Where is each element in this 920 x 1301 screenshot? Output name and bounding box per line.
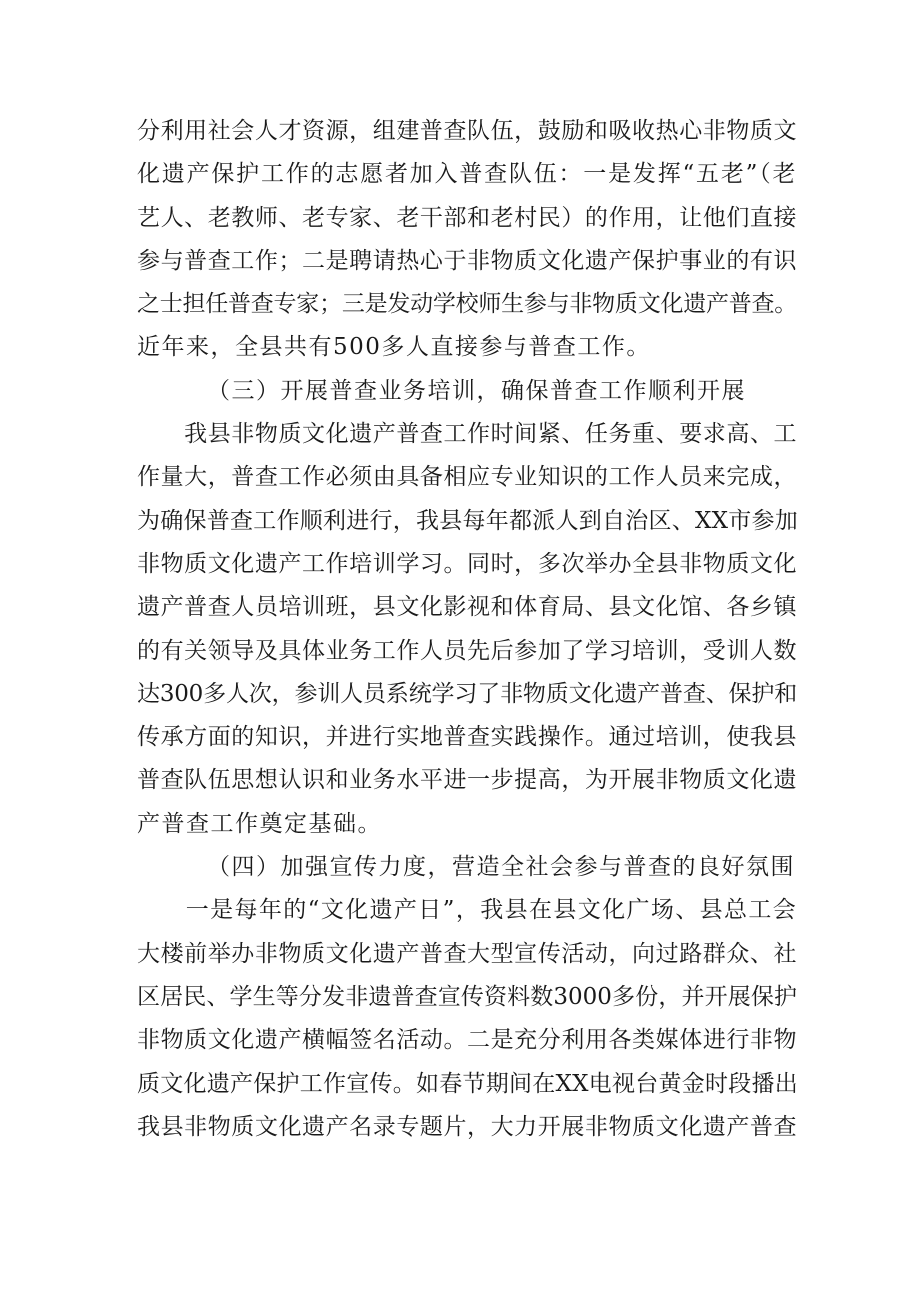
paragraph-line: 我县非物质文化遗产普查工作时间紧、任务重、要求高、工 (137, 421, 797, 448)
paragraph-line: 普查队伍思想认识和业务水平进一步提高，为开展非物质文化遗 (137, 767, 797, 794)
paragraph-line: 为确保普查工作顺利进行，我县每年都派人到自治区、XX市参加 (137, 507, 798, 534)
paragraph-line: 化遗产保护工作的志愿者加入普查队伍：一是发挥“五老”（老 (137, 161, 797, 188)
paragraph-line: 区居民、学生等分发非遗普查宣传资料数3000多份，并开展保护 (137, 983, 797, 1010)
paragraph-line: 质文化遗产保护工作宣传。如春节期间在XX电视台黄金时段播出 (137, 1070, 798, 1097)
paragraph-line: 非物质文化遗产工作培训学习。同时，多次举办全县非物质文化 (137, 550, 797, 577)
paragraph-line: 之士担任普查专家；三是发动学校师生参与非物质文化遗产普查。 (137, 291, 797, 318)
paragraph-line: 作量大，普查工作必须由具备相应专业知识的工作人员来完成， (137, 464, 797, 491)
paragraph-line: 传承方面的知识，并进行实地普查实践操作。通过培训，使我县 (137, 724, 797, 751)
paragraph-line: 产普查工作奠定基础。 (137, 810, 382, 837)
paragraph-line: 达300多人次，参训人员系统学习了非物质文化遗产普查、保护和 (137, 680, 797, 707)
document-body (137, 110, 797, 1149)
section-heading: （四）加强宣传力度，营造全社会参与普查的良好氛围 (207, 854, 795, 881)
paragraph-line: 大楼前举办非物质文化遗产普查大型宣传活动，向过路群众、社 (137, 940, 797, 967)
paragraph-line: 一是每年的“文化遗产日”，我县在县文化广场、县总工会 (137, 897, 797, 924)
section-heading: （三）开展普查业务培训，确保普查工作顺利开展 (207, 377, 746, 404)
paragraph-line: 近年来，全县共有500多人直接参与普查工作。 (137, 334, 651, 361)
paragraph-line: 非物质文化遗产横幅签名活动。二是充分利用各类媒体进行非物 (137, 1027, 797, 1054)
paragraph-line: 艺人、老教师、老专家、老干部和老村民）的作用，让他们直接 (137, 204, 797, 231)
paragraph-line: 参与普查工作；二是聘请热心于非物质文化遗产保护事业的有识 (137, 247, 797, 274)
paragraph-line: 我县非物质文化遗产名录专题片，大力开展非物质文化遗产普查 (137, 1113, 797, 1140)
paragraph-line: 分利用社会人才资源，组建普查队伍，鼓励和吸收热心非物质文 (137, 118, 797, 144)
paragraph-line: 的有关领导及具体业务工作人员先后参加了学习培训，受训人数 (137, 637, 797, 664)
paragraph-line: 遗产普查人员培训班，县文化影视和体育局、县文化馆、各乡镇 (137, 594, 797, 621)
